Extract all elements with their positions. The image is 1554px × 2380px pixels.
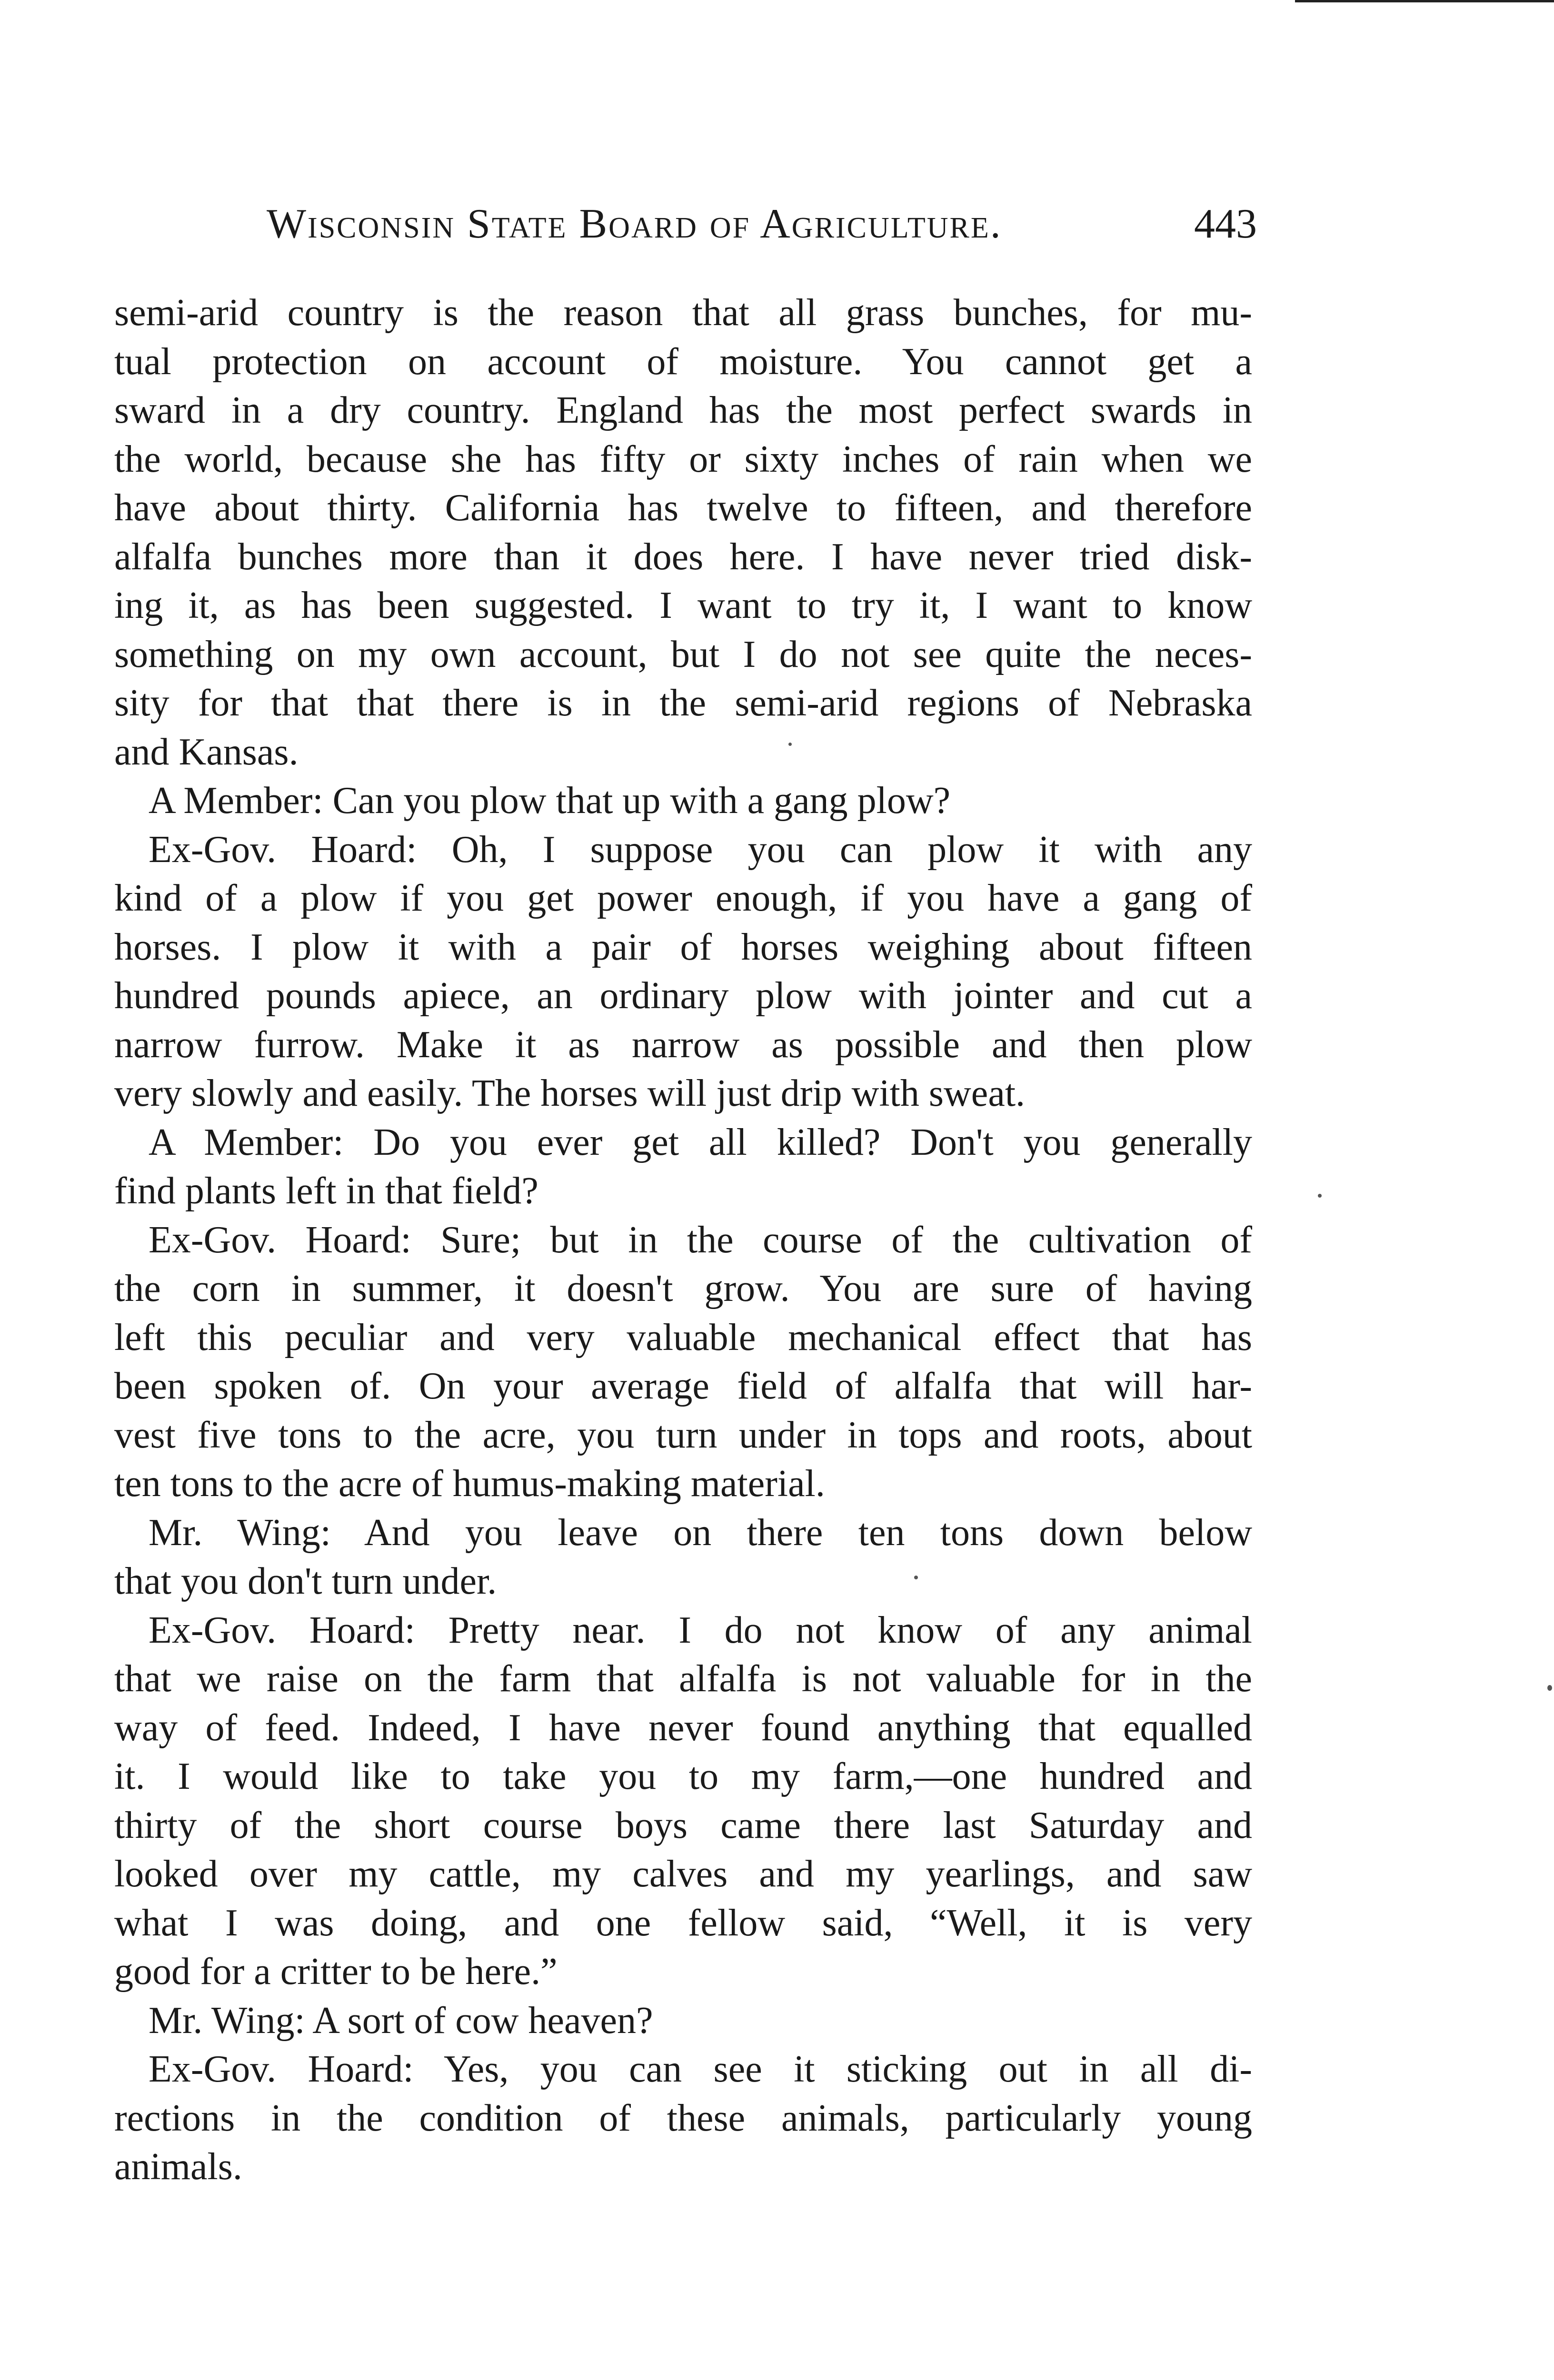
text-line: and Kansas. [114, 731, 299, 773]
text-line: Mr. Wing: A sort of cow heaven? [149, 1999, 653, 2042]
text-line: have about thirty. California has twelve to fifteen, and therefore [114, 487, 1252, 529]
text-line: tual protection on account of moisture. You cannot get a [114, 340, 1252, 383]
paper-speck [788, 743, 792, 746]
text-line: A Member: Can you plow that up with a gang plow? [149, 780, 951, 822]
text-line: Mr. Wing: And you leave on there ten tons down below [149, 1511, 1252, 1554]
text-line: kind of a plow if you get power enough, if you have a gang of [114, 877, 1252, 919]
text-line: Ex-Gov. Hoard: Pretty near. I do not know of any animal [149, 1609, 1252, 1651]
text-line: left this peculiar and very valuable mechanical effect that has [114, 1316, 1252, 1359]
paper-speck [1547, 1685, 1552, 1691]
text-line: what I was doing, and one fellow said, “Well, it is very [114, 1902, 1252, 1944]
text-line: ten tons to the acre of humus-making material. [114, 1463, 825, 1505]
text-line: ing it, as has been suggested. I want to try it, I want to know [114, 585, 1252, 626]
text-line: find plants left in that field? [114, 1170, 538, 1212]
paper-speck [914, 1576, 918, 1579]
text-line: looked over my cattle, my calves and my yearlings, and saw [114, 1853, 1252, 1895]
running-head [267, 200, 1257, 262]
text-line: the world, because she has fifty or sixty inches of rain when we [114, 438, 1252, 480]
text-line: sity for that that there is in the semi-arid regions of Nebraska [114, 682, 1252, 724]
text-line: vest five tons to the acre, you turn under in tops and roots, about [114, 1414, 1252, 1456]
text-line: A Member: Do you ever get all killed? Don't you generally [149, 1121, 1252, 1163]
paper-speck [1318, 1194, 1322, 1198]
text-line: that we raise on the farm that alfalfa is not valuable for in the [114, 1658, 1252, 1700]
text-line: horses. I plow it with a pair of horses weighing about fifteen [114, 926, 1252, 968]
text-line: Ex-Gov. Hoard: Yes, you can see it sticking out in all di- [149, 2048, 1252, 2090]
text-line: sward in a dry country. England has the most perfect swards in [114, 389, 1252, 431]
text-line: rections in the condition of these animals, particularly young [114, 2097, 1252, 2139]
text-line: thirty of the short course boys came there last Saturday and [114, 1804, 1252, 1846]
text-line: been spoken of. On your average field of alfalfa that will har- [114, 1365, 1252, 1407]
text-line: hundred pounds apiece, an ordinary plow with jointer and cut a [114, 975, 1252, 1017]
text-line: alfalfa bunches more than it does here. I have never tried disk- [114, 536, 1252, 578]
text-line: Ex-Gov. Hoard: Oh, I suppose you can plow it with any [149, 828, 1252, 871]
text-line: animals. [114, 2146, 242, 2188]
text-line: very slowly and easily. The horses will just drip with sweat. [114, 1072, 1026, 1114]
text-line: good for a critter to be here.” [114, 1951, 558, 1993]
running-head-title: Wisconsin State Board of Agriculture. [267, 201, 1002, 247]
page-number: 443 [1194, 201, 1257, 247]
text-line: narrow furrow. Make it as narrow as possible and then plow [114, 1023, 1252, 1066]
text-line: the corn in summer, it doesn't grow. You are sure of having [114, 1268, 1252, 1309]
text-line: it. I would like to take you to my farm,—one hundred and [114, 1755, 1252, 1797]
text-line: that you don't turn under. [114, 1560, 497, 1602]
text-line: semi-arid country is the reason that all grass bunches, for mu- [114, 292, 1252, 334]
text-line: way of feed. Indeed, I have never found anything that equalled [114, 1706, 1252, 1749]
body-text [114, 288, 1252, 2192]
top-edge-rule [1295, 0, 1554, 2]
text-line: something on my own account, but I do not see quite the neces- [114, 633, 1252, 675]
text-line: Ex-Gov. Hoard: Sure; but in the course of the cultivation of [149, 1219, 1252, 1261]
